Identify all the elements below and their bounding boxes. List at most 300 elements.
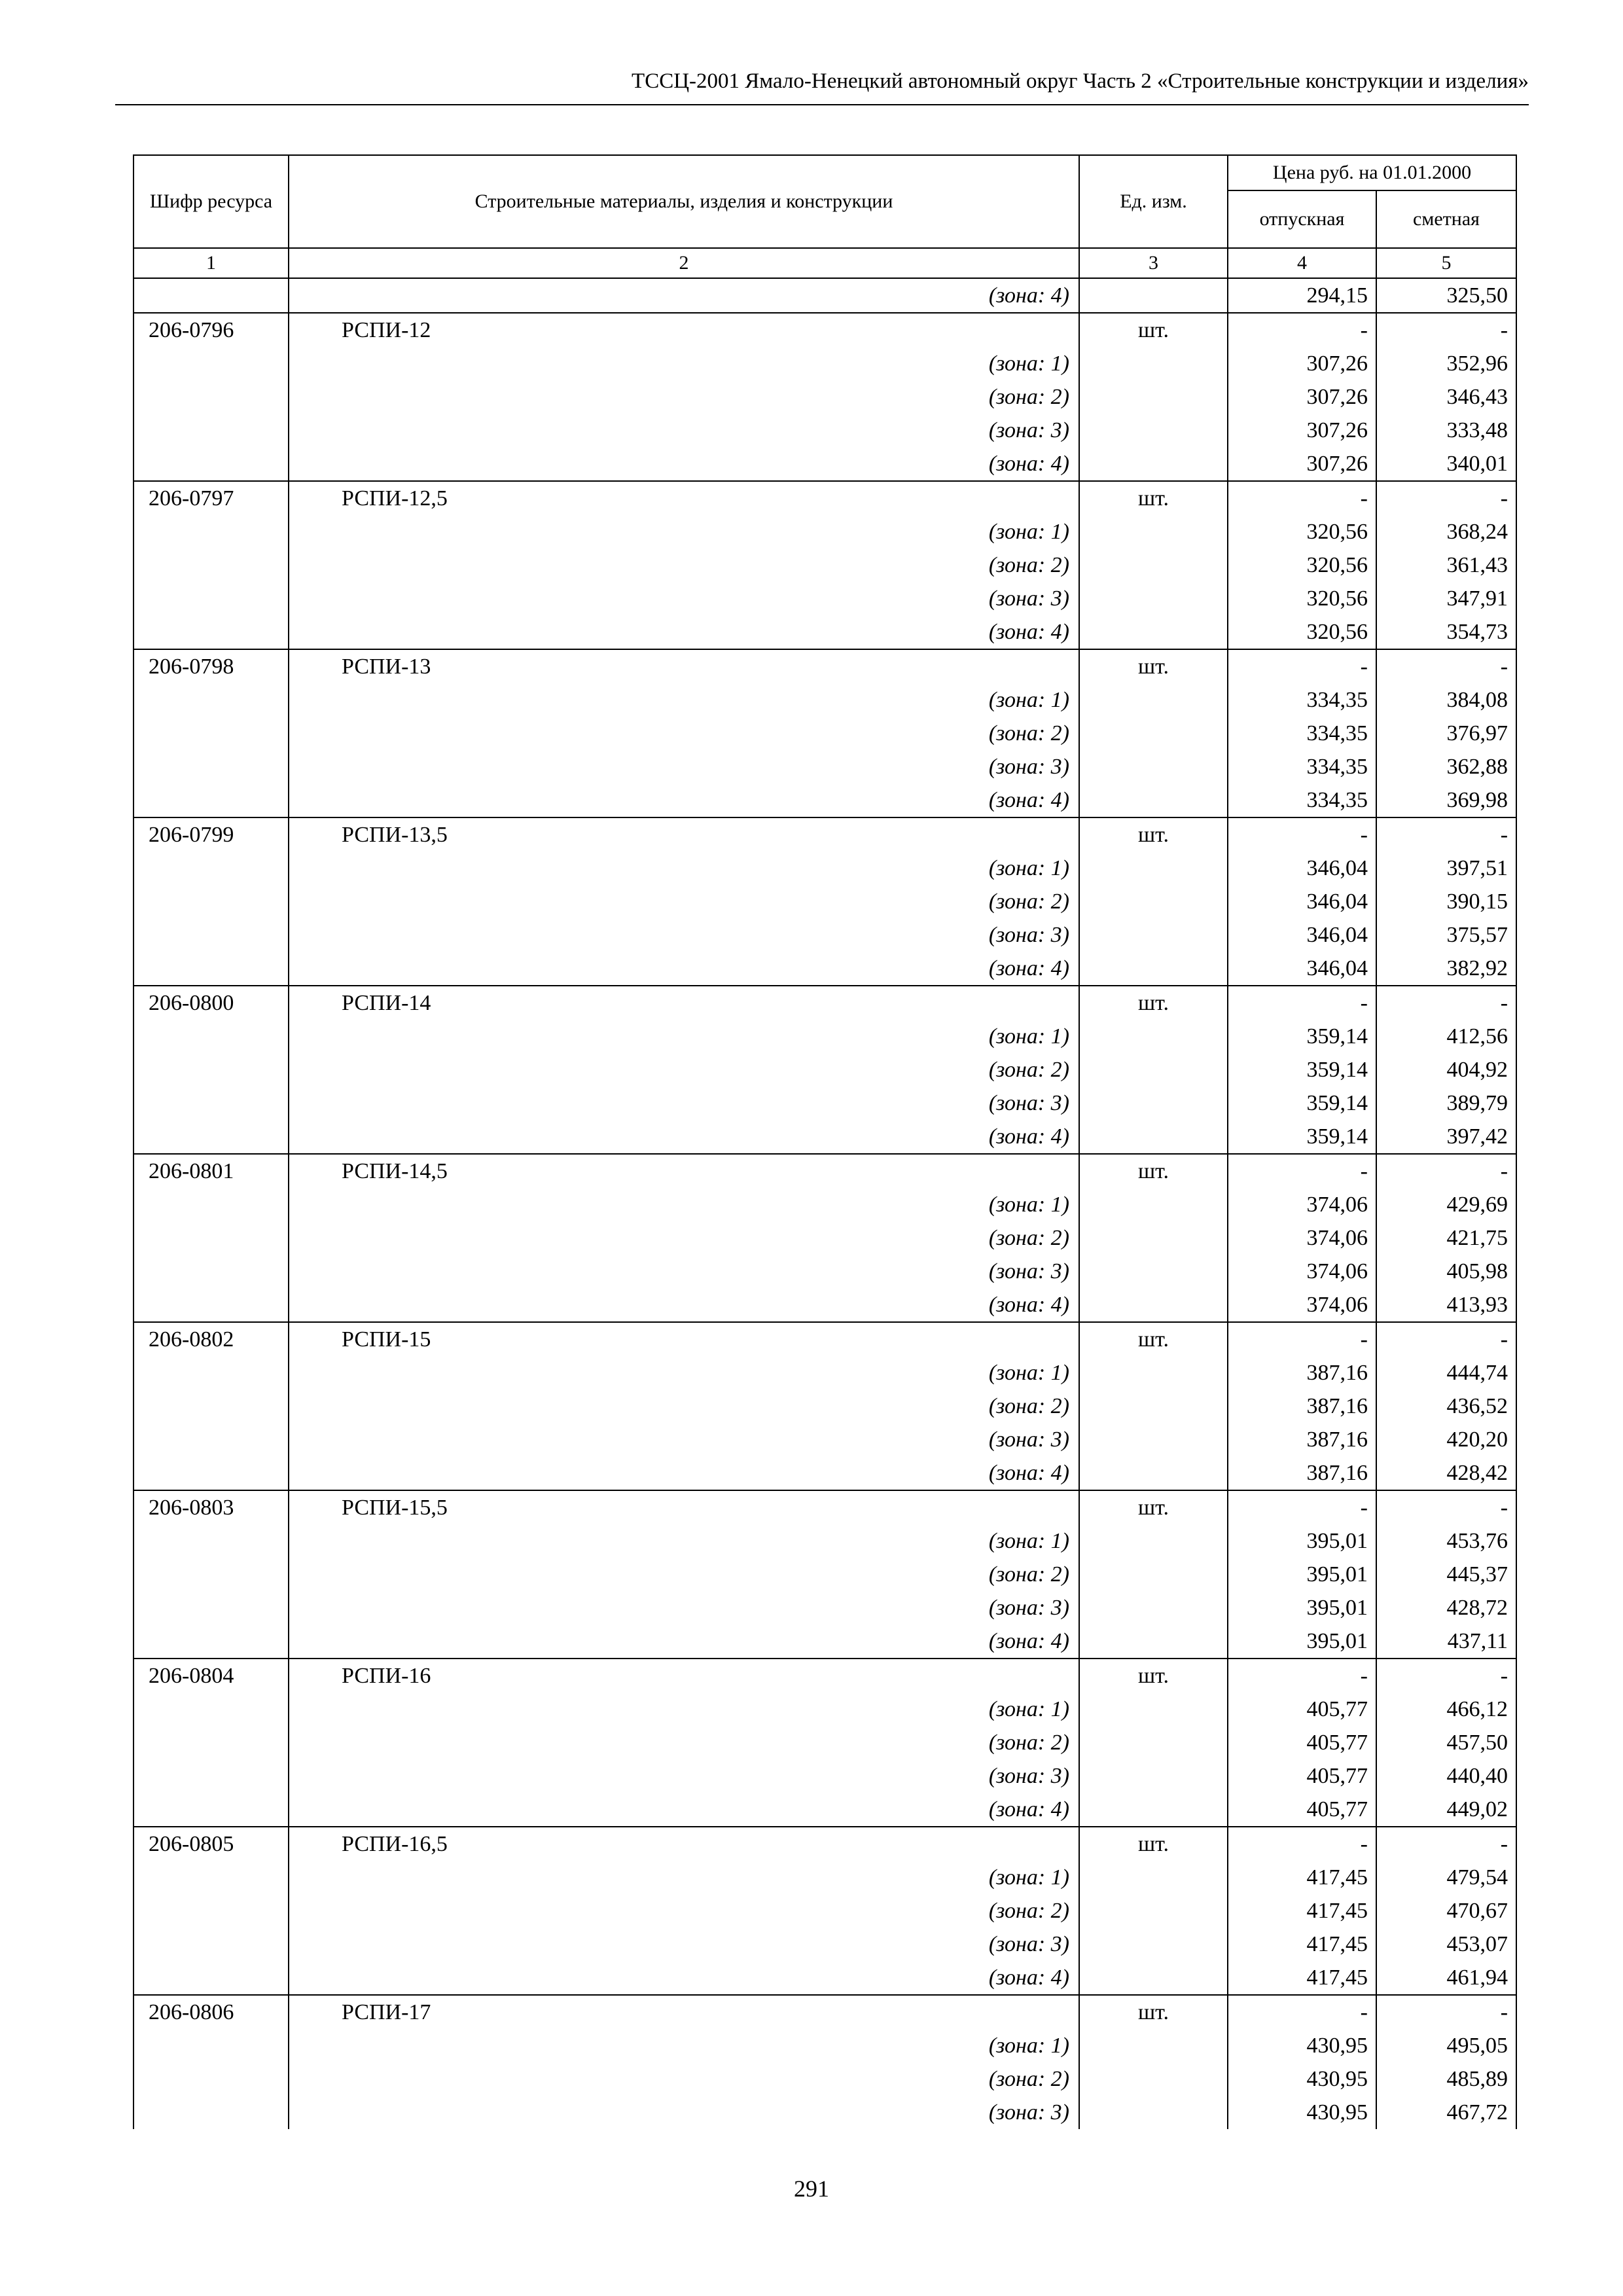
header-price-group: Цена руб. на 01.01.2000 [1228, 155, 1516, 190]
zone-row [134, 1759, 1516, 1793]
estimate-price: 466,12 [1376, 1693, 1516, 1726]
estimate-price: 485,89 [1376, 2062, 1516, 2096]
header-code: Шифр ресурса [134, 155, 289, 248]
release-price: 374,06 [1228, 1188, 1376, 1221]
column-number: 5 [1376, 248, 1516, 278]
estimate-price: 440,40 [1376, 1759, 1516, 1793]
release-price: 417,45 [1228, 1928, 1376, 1961]
estimate-price: - [1376, 1322, 1516, 1356]
table-row [134, 1995, 1516, 2029]
estimate-price: - [1376, 1995, 1516, 2029]
zone-row [134, 918, 1516, 952]
estimate-price: 420,20 [1376, 1423, 1516, 1456]
zone-row [134, 683, 1516, 717]
zone-label: (зона: 2) [289, 1726, 1079, 1759]
zone-row [134, 1624, 1516, 1659]
unit [1079, 1086, 1228, 1120]
resource-code [134, 1591, 289, 1624]
resource-code [134, 1524, 289, 1558]
zone-row [134, 750, 1516, 783]
estimate-price: 384,08 [1376, 683, 1516, 717]
unit [1079, 2096, 1228, 2129]
zone-row [134, 447, 1516, 481]
resource-code [134, 783, 289, 817]
release-price: 405,77 [1228, 1793, 1376, 1827]
zone-row [134, 1356, 1516, 1390]
resource-code: 206-0801 [134, 1154, 289, 1188]
zone-label: (зона: 2) [289, 717, 1079, 750]
estimate-price: 449,02 [1376, 1793, 1516, 1827]
zone-label: (зона: 4) [289, 1961, 1079, 1995]
header-divider [115, 104, 1529, 105]
zone-row [134, 380, 1516, 414]
release-price: - [1228, 481, 1376, 515]
resource-code [134, 447, 289, 481]
zone-label: (зона: 3) [289, 1759, 1079, 1793]
zone-label: (зона: 1) [289, 683, 1079, 717]
release-price: 359,14 [1228, 1020, 1376, 1053]
zone-label: (зона: 2) [289, 885, 1079, 918]
resource-code [134, 1624, 289, 1659]
resource-code [134, 1053, 289, 1086]
resource-code: 206-0796 [134, 313, 289, 347]
resource-code [134, 347, 289, 380]
release-price: 374,06 [1228, 1255, 1376, 1288]
unit [1079, 750, 1228, 783]
resource-code [134, 2062, 289, 2096]
resource-code [134, 1188, 289, 1221]
release-price: 374,06 [1228, 1288, 1376, 1322]
release-price: 359,14 [1228, 1086, 1376, 1120]
release-price: 346,04 [1228, 852, 1376, 885]
table-row [134, 1322, 1516, 1356]
unit [1079, 1861, 1228, 1894]
estimate-price: 352,96 [1376, 347, 1516, 380]
release-price: - [1228, 649, 1376, 683]
release-price: 405,77 [1228, 1693, 1376, 1726]
estimate-price: 397,42 [1376, 1120, 1516, 1154]
estimate-price: 453,07 [1376, 1928, 1516, 1961]
zone-row [134, 347, 1516, 380]
release-price: 307,26 [1228, 347, 1376, 380]
zone-label: (зона: 1) [289, 1020, 1079, 1053]
zone-label: (зона: 4) [289, 278, 1079, 313]
unit: шт. [1079, 649, 1228, 683]
resource-code [134, 1861, 289, 1894]
unit: шт. [1079, 1322, 1228, 1356]
zone-label: (зона: 2) [289, 1558, 1079, 1591]
unit [1079, 1188, 1228, 1221]
zone-label: (зона: 1) [289, 1861, 1079, 1894]
release-price: 320,56 [1228, 615, 1376, 649]
release-price: 346,04 [1228, 885, 1376, 918]
estimate-price: 444,74 [1376, 1356, 1516, 1390]
material-name: РСПИ-15,5 [289, 1490, 1079, 1524]
release-price: 417,45 [1228, 1961, 1376, 1995]
zone-row [134, 515, 1516, 548]
zone-label: (зона: 4) [289, 615, 1079, 649]
resource-code [134, 380, 289, 414]
zone-label: (зона: 3) [289, 1255, 1079, 1288]
table-row [134, 649, 1516, 683]
resource-code: 206-0802 [134, 1322, 289, 1356]
zone-label: (зона: 4) [289, 447, 1079, 481]
release-price: 307,26 [1228, 447, 1376, 481]
unit: шт. [1079, 1995, 1228, 2029]
unit [1079, 1356, 1228, 1390]
release-price: 320,56 [1228, 548, 1376, 582]
unit: шт. [1079, 817, 1228, 852]
zone-row [134, 717, 1516, 750]
page-number: 291 [794, 2176, 829, 2202]
header-name: Строительные материалы, изделия и конструкции [289, 155, 1079, 248]
unit [1079, 380, 1228, 414]
material-name: РСПИ-15 [289, 1322, 1079, 1356]
zone-row [134, 1423, 1516, 1456]
unit [1079, 1961, 1228, 1995]
resource-code: 206-0800 [134, 986, 289, 1020]
zone-row [134, 1793, 1516, 1827]
zone-label: (зона: 2) [289, 548, 1079, 582]
estimate-price: 404,92 [1376, 1053, 1516, 1086]
table-row [134, 1827, 1516, 1861]
zone-label: (зона: 3) [289, 2096, 1079, 2129]
zone-row [134, 1524, 1516, 1558]
resource-code: 206-0797 [134, 481, 289, 515]
zone-row [134, 1053, 1516, 1086]
zone-label: (зона: 4) [289, 1624, 1079, 1659]
zone-row [134, 1693, 1516, 1726]
estimate-price: 375,57 [1376, 918, 1516, 952]
resource-code [134, 918, 289, 952]
unit: шт. [1079, 481, 1228, 515]
unit [1079, 918, 1228, 952]
material-name: РСПИ-17 [289, 1995, 1079, 2029]
zone-label: (зона: 4) [289, 1793, 1079, 1827]
zone-row [134, 1086, 1516, 1120]
unit [1079, 885, 1228, 918]
unit [1079, 1053, 1228, 1086]
estimate-price: 445,37 [1376, 1558, 1516, 1591]
zone-row [134, 2062, 1516, 2096]
zone-label: (зона: 2) [289, 1894, 1079, 1928]
unit: шт. [1079, 1490, 1228, 1524]
resource-code [134, 1928, 289, 1961]
unit [1079, 1928, 1228, 1961]
estimate-price: 479,54 [1376, 1861, 1516, 1894]
estimate-price: 346,43 [1376, 380, 1516, 414]
resource-code [134, 952, 289, 986]
resource-code [134, 2096, 289, 2129]
release-price: - [1228, 1827, 1376, 1861]
unit: шт. [1079, 1154, 1228, 1188]
resource-code [134, 515, 289, 548]
zone-label: (зона: 1) [289, 852, 1079, 885]
estimate-price: - [1376, 1490, 1516, 1524]
release-price: - [1228, 1995, 1376, 2029]
zone-label: (зона: 4) [289, 1120, 1079, 1154]
table-row [134, 986, 1516, 1020]
estimate-price: 376,97 [1376, 717, 1516, 750]
release-price: 395,01 [1228, 1591, 1376, 1624]
zone-row [134, 2096, 1516, 2129]
resource-code [134, 1726, 289, 1759]
zone-label: (зона: 4) [289, 1288, 1079, 1322]
resource-code [134, 1759, 289, 1793]
unit [1079, 717, 1228, 750]
estimate-price: - [1376, 313, 1516, 347]
zone-label: (зона: 2) [289, 1053, 1079, 1086]
resource-code [134, 1390, 289, 1423]
release-price: 346,04 [1228, 918, 1376, 952]
resource-code [134, 1961, 289, 1995]
resource-code [134, 852, 289, 885]
material-name: РСПИ-14 [289, 986, 1079, 1020]
resource-code: 206-0803 [134, 1490, 289, 1524]
release-price: 307,26 [1228, 414, 1376, 447]
unit [1079, 1456, 1228, 1490]
estimate-price: 397,51 [1376, 852, 1516, 885]
zone-label: (зона: 3) [289, 1423, 1079, 1456]
release-price: 387,16 [1228, 1456, 1376, 1490]
estimate-price: 390,15 [1376, 885, 1516, 918]
resource-code [134, 1255, 289, 1288]
zone-row [134, 414, 1516, 447]
table-row [134, 481, 1516, 515]
release-price: 346,04 [1228, 952, 1376, 986]
unit [1079, 1020, 1228, 1053]
estimate-price: 354,73 [1376, 615, 1516, 649]
material-name: РСПИ-14,5 [289, 1154, 1079, 1188]
zone-row [134, 1861, 1516, 1894]
running-header: ТССЦ-2001 Ямало-Ненецкий автономный округ Часть 2 «Строительные конструкции и изделия» [632, 69, 1529, 93]
zone-row [134, 1726, 1516, 1759]
zone-row [134, 1120, 1516, 1154]
zone-row [134, 548, 1516, 582]
estimate-price: 453,76 [1376, 1524, 1516, 1558]
unit [1079, 1624, 1228, 1659]
unit [1079, 615, 1228, 649]
resource-code [134, 414, 289, 447]
release-price: - [1228, 1322, 1376, 1356]
release-price: - [1228, 1490, 1376, 1524]
release-price: 374,06 [1228, 1221, 1376, 1255]
release-price: 334,35 [1228, 683, 1376, 717]
column-number-row [134, 248, 1516, 278]
zone-label: (зона: 1) [289, 1188, 1079, 1221]
unit: шт. [1079, 313, 1228, 347]
header-price-estimate: сметная [1376, 190, 1516, 248]
release-price: 405,77 [1228, 1759, 1376, 1793]
zone-label: (зона: 1) [289, 1693, 1079, 1726]
zone-row [134, 615, 1516, 649]
resource-code: 206-0805 [134, 1827, 289, 1861]
release-price: 430,95 [1228, 2096, 1376, 2129]
zone-row [134, 1188, 1516, 1221]
unit [1079, 447, 1228, 481]
table-row [134, 1490, 1516, 1524]
release-price: 320,56 [1228, 582, 1376, 615]
estimate-price: 461,94 [1376, 1961, 1516, 1995]
estimate-price: 421,75 [1376, 1221, 1516, 1255]
resource-code: 206-0804 [134, 1659, 289, 1693]
resource-code [134, 1558, 289, 1591]
unit [1079, 2029, 1228, 2062]
zone-label: (зона: 3) [289, 750, 1079, 783]
release-price: 405,77 [1228, 1726, 1376, 1759]
unit [1079, 952, 1228, 986]
header-price-release: отпускная [1228, 190, 1376, 248]
release-price: 359,14 [1228, 1053, 1376, 1086]
unit [1079, 1255, 1228, 1288]
unit [1079, 1558, 1228, 1591]
release-price: 417,45 [1228, 1861, 1376, 1894]
unit [1079, 683, 1228, 717]
material-name: РСПИ-16,5 [289, 1827, 1079, 1861]
unit: шт. [1079, 1827, 1228, 1861]
zone-row [134, 1288, 1516, 1322]
unit [1079, 1120, 1228, 1154]
estimate-price: 436,52 [1376, 1390, 1516, 1423]
estimate-price: 428,42 [1376, 1456, 1516, 1490]
zone-row [134, 852, 1516, 885]
resource-code [134, 1693, 289, 1726]
column-number: 3 [1079, 248, 1228, 278]
zone-label: (зона: 1) [289, 1356, 1079, 1390]
material-name: РСПИ-12,5 [289, 481, 1079, 515]
estimate-price: 389,79 [1376, 1086, 1516, 1120]
unit [1079, 1423, 1228, 1456]
unit [1079, 414, 1228, 447]
resource-code [134, 548, 289, 582]
column-number: 4 [1228, 248, 1376, 278]
resource-code [134, 1356, 289, 1390]
unit [1079, 852, 1228, 885]
zone-row [134, 952, 1516, 986]
resource-code [134, 717, 289, 750]
estimate-price: 340,01 [1376, 447, 1516, 481]
zone-row [134, 1020, 1516, 1053]
table-row [134, 1659, 1516, 1693]
zone-label: (зона: 2) [289, 1390, 1079, 1423]
material-name: РСПИ-16 [289, 1659, 1079, 1693]
estimate-price: 325,50 [1376, 278, 1516, 313]
zone-label: (зона: 1) [289, 1524, 1079, 1558]
release-price: 294,15 [1228, 278, 1376, 313]
release-price: 395,01 [1228, 1624, 1376, 1659]
zone-row [134, 1221, 1516, 1255]
resource-code [134, 1456, 289, 1490]
release-price: - [1228, 1659, 1376, 1693]
table-row [134, 817, 1516, 852]
estimate-price: 413,93 [1376, 1288, 1516, 1322]
estimate-price: 333,48 [1376, 414, 1516, 447]
table-row [134, 1154, 1516, 1188]
estimate-price: 437,11 [1376, 1624, 1516, 1659]
resource-code: 206-0806 [134, 1995, 289, 2029]
zone-row [134, 783, 1516, 817]
zone-label: (зона: 3) [289, 1086, 1079, 1120]
resource-code [134, 1221, 289, 1255]
zone-label: (зона: 2) [289, 2062, 1079, 2096]
resource-code [134, 1086, 289, 1120]
zone-row [134, 1558, 1516, 1591]
release-price: - [1228, 1154, 1376, 1188]
zone-row [134, 1456, 1516, 1490]
material-name: РСПИ-13,5 [289, 817, 1079, 852]
release-price: 307,26 [1228, 380, 1376, 414]
release-price: 334,35 [1228, 750, 1376, 783]
estimate-price: - [1376, 817, 1516, 852]
estimate-price: 467,72 [1376, 2096, 1516, 2129]
zone-row [134, 1255, 1516, 1288]
unit [1079, 1288, 1228, 1322]
resource-code [134, 1288, 289, 1322]
estimate-price: 405,98 [1376, 1255, 1516, 1288]
estimate-price: 368,24 [1376, 515, 1516, 548]
unit [1079, 347, 1228, 380]
unit [1079, 1221, 1228, 1255]
resource-code [134, 885, 289, 918]
unit [1079, 548, 1228, 582]
zone-label: (зона: 1) [289, 347, 1079, 380]
release-price: 320,56 [1228, 515, 1376, 548]
zone-row [134, 1961, 1516, 1995]
column-number: 1 [134, 248, 289, 278]
estimate-price: - [1376, 986, 1516, 1020]
unit [1079, 1390, 1228, 1423]
zone-label: (зона: 2) [289, 1221, 1079, 1255]
release-price: - [1228, 986, 1376, 1020]
resource-code [134, 1793, 289, 1827]
release-price: 387,16 [1228, 1356, 1376, 1390]
zone-label: (зона: 1) [289, 2029, 1079, 2062]
unit [1079, 278, 1228, 313]
estimate-price: 428,72 [1376, 1591, 1516, 1624]
estimate-price: 470,67 [1376, 1894, 1516, 1928]
continuation-row [134, 278, 1516, 313]
zone-row [134, 885, 1516, 918]
zone-label: (зона: 3) [289, 1591, 1079, 1624]
table-header-row [134, 155, 1516, 190]
resource-code [134, 615, 289, 649]
material-name: РСПИ-12 [289, 313, 1079, 347]
resource-code [134, 1120, 289, 1154]
estimate-price: - [1376, 649, 1516, 683]
estimate-price: - [1376, 1827, 1516, 1861]
estimate-price: - [1376, 1154, 1516, 1188]
zone-label: (зона: 4) [289, 952, 1079, 986]
unit: шт. [1079, 986, 1228, 1020]
resource-code [134, 278, 289, 313]
column-number: 2 [289, 248, 1079, 278]
zone-label: (зона: 3) [289, 918, 1079, 952]
release-price: 430,95 [1228, 2062, 1376, 2096]
material-name: РСПИ-13 [289, 649, 1079, 683]
table-row [134, 313, 1516, 347]
resource-code: 206-0798 [134, 649, 289, 683]
zone-label: (зона: 1) [289, 515, 1079, 548]
estimate-price: - [1376, 481, 1516, 515]
release-price: 395,01 [1228, 1524, 1376, 1558]
zone-label: (зона: 3) [289, 414, 1079, 447]
unit [1079, 1759, 1228, 1793]
zone-label: (зона: 3) [289, 1928, 1079, 1961]
estimate-price: 495,05 [1376, 2029, 1516, 2062]
zone-row [134, 1591, 1516, 1624]
zone-row [134, 2029, 1516, 2062]
header-unit: Ед. изм. [1079, 155, 1228, 248]
